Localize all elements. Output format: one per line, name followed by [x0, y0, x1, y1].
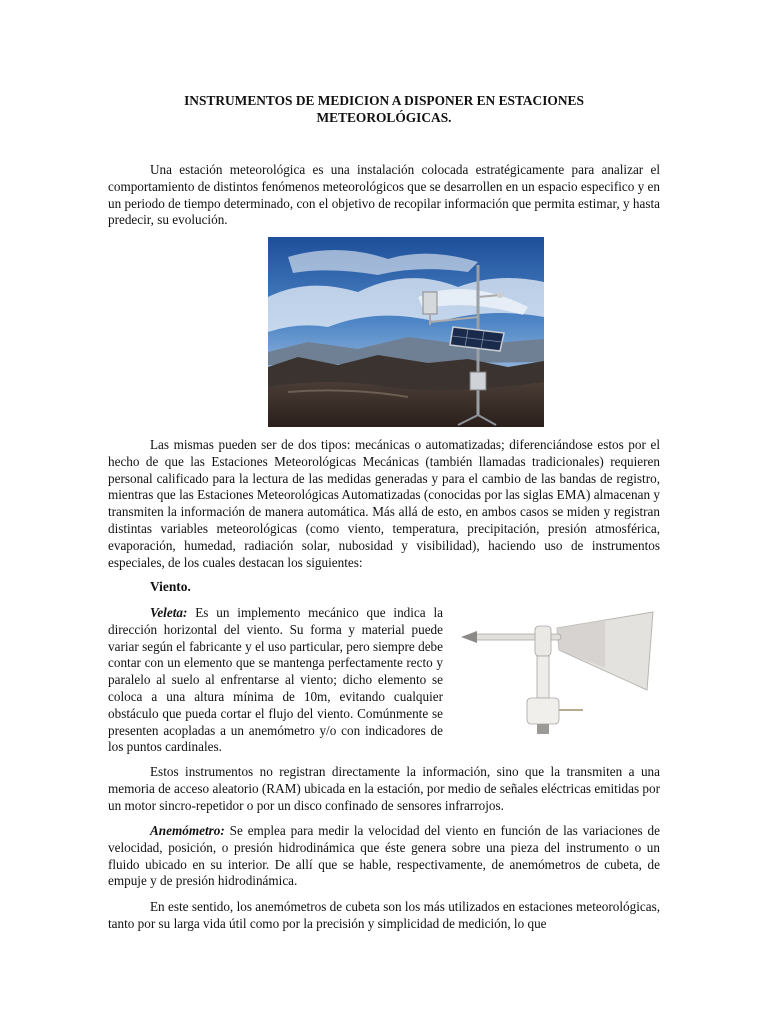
weather-station-photo [268, 237, 544, 427]
title-line-2: METEOROLÓGICAS. [316, 110, 452, 125]
anemometro-paragraph [108, 823, 660, 890]
weather-station-illustration [268, 237, 544, 427]
station-types-paragraph: Las mismas pueden ser de dos tipos: mecánicas o automatizadas; diferenciándose estos por el hecho de que las Estaciones Meteorológicas Mecánicas (también llamadas tradicionales) requieren personal calificado para la lectura de las medidas generadas y para el cambio de las bandas de registro, mientras que las Estaciones Meteorológicas Automatizadas (conocidas por las siglas EMA) almacenan y transmiten la información de manera automática. Más allá de esto, en ambos casos se miden y registran distintas variables meteorológicas (como viento, temperatura, precipitación, presión atmosférica, evaporación, humedad, radiación solar, nubosidad y visibilidad), haciendo uso de instrumentos especiales, de los cuales destacan los siguientes: [108, 437, 660, 570]
intro-paragraph: Una estación meteorológica es una instalación colocada estratégicamente para analizar el comportamiento de distintos fenómenos meteorológicos que se desarrollen en un espacio especifico y en un periodo de tiempo determinado, con el objetivo de recopilar información que permita estimar, y hasta predecir, su evolución. [108, 162, 660, 228]
veleta-paragraph [108, 605, 443, 756]
veleta-text: Es un implemento mecánico que indica la dirección horizontal del viento. Su forma y material puede variar según el fabricante y el uso particular, pero siempre debe contar con un elemento que se mantenga perfectamente recto y paralelo al suelo al enfrentarse al viento; dicho elemento se coloca a una altura mínima de 10m, evitando cualquier obstáculo que pueda cortar el flujo del viento. Comúnmente se presenten acopladas a un anemómetro y/o con indicadores de los puntos cardinales. [108, 605, 443, 755]
wind-vane-photo [455, 598, 663, 740]
transmission-paragraph: Estos instrumentos no registran directamente la información, sino que la transmiten a una memoria de acceso aleatorio (RAM) ubicada en la estación, por medio de señales eléctricas emitidas por un motor sincro-repetidor o por un disco confinado de sensores infrarrojos. [108, 764, 660, 813]
anemometro-term: Anemómetro: [150, 823, 225, 838]
section-heading-viento: Viento. [150, 579, 191, 594]
document-title [108, 92, 660, 126]
title-line-1: INSTRUMENTOS DE MEDICION A DISPONER EN ESTACIONES [184, 93, 584, 108]
cubeta-paragraph: En este sentido, los anemómetros de cubeta son los más utilizados en estaciones meteorológicas, tanto por su larga vida útil como por la precisión y simplicidad de medición, lo que [108, 899, 660, 931]
veleta-term: Veleta: [150, 605, 188, 620]
wind-vane-illustration [455, 598, 663, 740]
anemometro-text: Se emplea para medir la velocidad del viento en función de las variaciones de velocidad, posición, o presión hidrodinámica que éste genera sobre una pieza del instrumento o un fluido ubicado en su interior. De allí que se hable, respectivamente, de anemómetros de cubeta, de empuje y de presión hidrodinámica. [108, 823, 660, 889]
